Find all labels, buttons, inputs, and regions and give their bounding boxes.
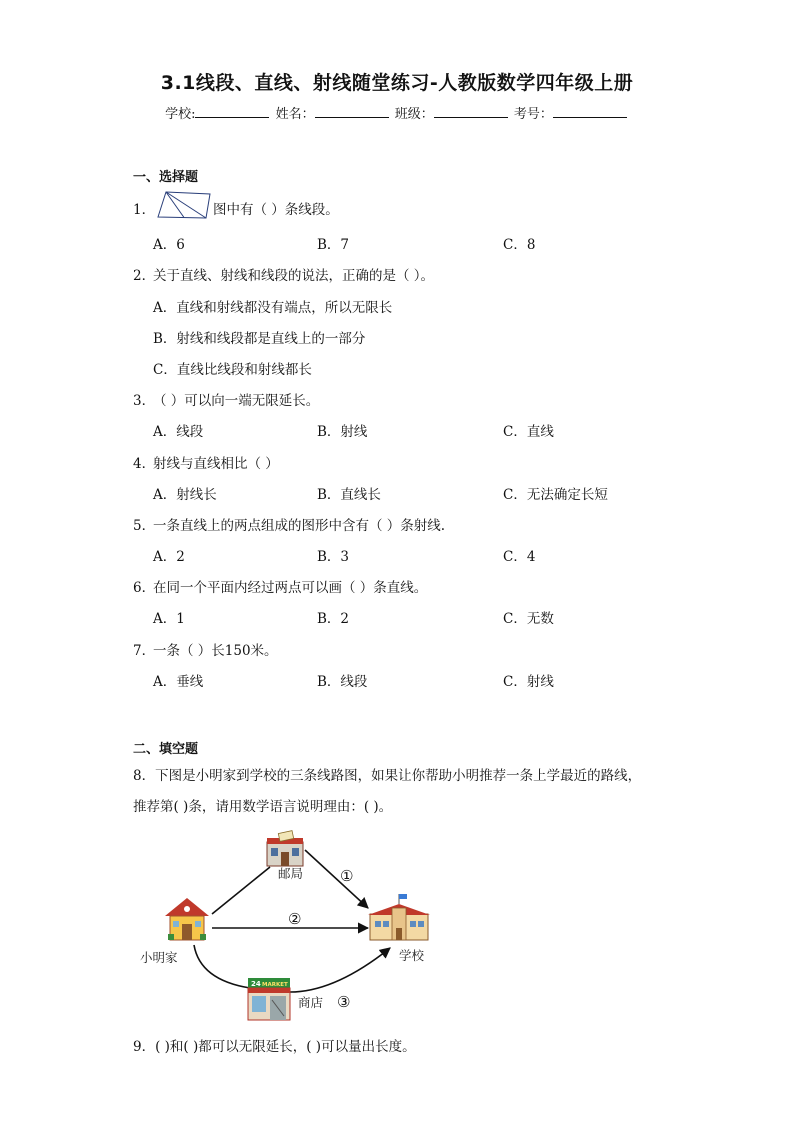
section-heading-fill: 二、填空题 xyxy=(133,742,199,757)
exam-label: 考号： xyxy=(513,107,553,122)
post-office-label: 邮局 xyxy=(278,866,304,881)
route-3-curve xyxy=(194,945,390,992)
q6-option-c[interactable]: C．无数 xyxy=(503,611,554,627)
question-9-text: 9．( )和( )都可以无限延长，( )可以量出长度。 xyxy=(133,1039,416,1055)
question-3-text: （ ）可以向一端无限延长。 xyxy=(153,393,320,409)
market-icon xyxy=(248,978,290,1020)
question-6-text: 在同一个平面内经过两点可以画（ ）条直线。 xyxy=(153,580,428,596)
class-label: 班级： xyxy=(394,107,434,122)
student-info-line xyxy=(0,103,794,122)
school-blank[interactable] xyxy=(195,105,269,118)
page-title: 3.1线段、直线、射线随堂练习-人教版数学四年级上册 xyxy=(160,72,634,94)
q3-option-a[interactable]: A．线段 xyxy=(153,424,204,440)
question-6-number: 6． xyxy=(133,580,156,596)
shop-label: 商店 xyxy=(298,995,324,1010)
market-number: 24 xyxy=(251,980,261,988)
q4-option-c[interactable]: C．无法确定长短 xyxy=(503,487,608,503)
q2-option-c[interactable]: C．直线比线段和射线都长 xyxy=(153,362,312,378)
route-1-label: ① xyxy=(340,867,354,885)
question-1-text: 图中有（ ）条线段。 xyxy=(213,202,339,218)
question-3-number: 3． xyxy=(133,393,156,409)
q1-option-b[interactable]: B．7 xyxy=(317,237,350,253)
q1-option-a[interactable]: A．6 xyxy=(153,237,185,253)
route-1-line-a xyxy=(212,867,270,914)
question-4-text: 射线与直线相比（ ） xyxy=(153,456,279,472)
school-label: 学校 xyxy=(399,948,425,963)
q4-option-b[interactable]: B．直线长 xyxy=(317,487,381,503)
question-2-number: 2． xyxy=(133,268,156,284)
q1-option-c[interactable]: C．8 xyxy=(503,237,536,253)
route-3-label: ③ xyxy=(337,993,351,1011)
class-blank[interactable] xyxy=(434,105,508,118)
question-8-line-1: 8．下图是小明家到学校的三条线路图，如果让你帮助小明推荐一条上学最近的路线， xyxy=(133,768,642,784)
name-label: 姓名： xyxy=(275,107,315,122)
home-icon xyxy=(165,898,209,940)
q4-option-a[interactable]: A．射线长 xyxy=(153,487,217,503)
q7-option-c[interactable]: C．射线 xyxy=(503,674,554,690)
route-2-label: ② xyxy=(288,910,302,928)
q2-option-b[interactable]: B．射线和线段都是直线上的一部分 xyxy=(153,331,366,347)
question-7-number: 7． xyxy=(133,643,156,659)
q3-option-c[interactable]: C．直线 xyxy=(503,424,554,440)
quadrilateral-figure xyxy=(156,190,212,220)
question-8-line-2: 推荐第( )条，请用数学语言说明理由：( )。 xyxy=(133,799,393,815)
post-office-icon xyxy=(267,831,303,866)
question-5-number: 5． xyxy=(133,518,156,534)
home-label: 小明家 xyxy=(140,950,178,965)
exam-blank[interactable] xyxy=(553,105,627,118)
question-5-text: 一条直线上的两点组成的图形中含有（ ）条射线. xyxy=(153,518,446,534)
question-7-text: 一条（ ）长150米。 xyxy=(153,643,278,659)
q2-option-a[interactable]: A．直线和射线都没有端点，所以无限长 xyxy=(153,300,393,316)
school-label: 学校: xyxy=(165,107,196,122)
q6-option-a[interactable]: A．1 xyxy=(153,611,185,627)
q5-option-a[interactable]: A．2 xyxy=(153,549,185,565)
section-heading-choice: 一、选择题 xyxy=(133,170,199,185)
q7-option-a[interactable]: A．垂线 xyxy=(153,674,204,690)
q6-option-b[interactable]: B．2 xyxy=(317,611,350,627)
q5-option-b[interactable]: B．3 xyxy=(317,549,350,565)
question-1-number: 1． xyxy=(133,202,156,218)
q3-option-b[interactable]: B．射线 xyxy=(317,424,368,440)
name-blank[interactable] xyxy=(315,105,389,118)
q7-option-b[interactable]: B．线段 xyxy=(317,674,368,690)
market-sign: MARKET xyxy=(262,982,288,988)
question-2-text: 关于直线、射线和线段的说法，正确的是（ ）。 xyxy=(153,268,435,284)
route-1-line-b xyxy=(305,850,368,908)
question-4-number: 4． xyxy=(133,456,156,472)
route-map xyxy=(130,820,450,1025)
school-icon xyxy=(368,894,430,940)
q5-option-c[interactable]: C．4 xyxy=(503,549,536,565)
